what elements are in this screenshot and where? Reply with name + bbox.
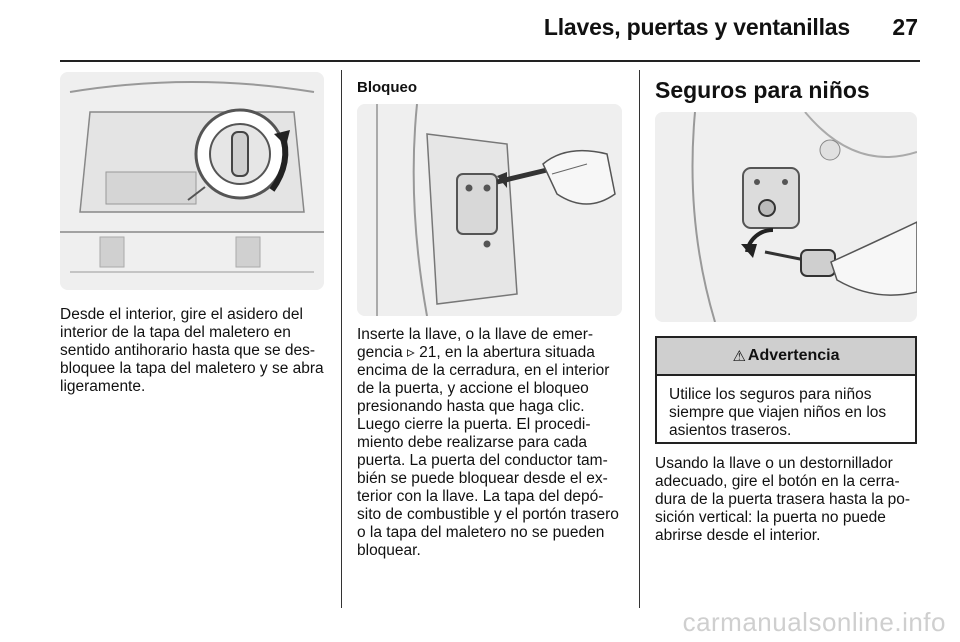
column-divider-left	[341, 70, 342, 608]
col2-paragraph-rest: 21, en la abertura situada encima de la cerradura, en el interior de la puerta, y accione el bloqueo presionando hasta que haga clic. Luego cierre la puerta. El procedi-miento debe realizarse para cada puerta. La puerta del conductor tam-bién se puede bloquear desde el ex-terior con la llave. La tapa del depó-sito de combustible y el portón trasero o la tapa del maletero no se pueden bloquear.	[357, 344, 619, 559]
col2-paragraph-start: Inserte la llave, o la llave de emer-gencia	[357, 326, 594, 361]
page-number: 27	[892, 14, 918, 40]
door-lock-drawing	[357, 104, 622, 316]
trunk-lid-handle-drawing	[60, 72, 324, 290]
bloqueo-heading: Bloqueo	[357, 79, 417, 96]
arrow-ref-icon: ▹	[406, 344, 415, 361]
watermark: carmanualsonline.info	[682, 607, 946, 637]
page-title: Llaves, puertas y ventanillas	[543, 14, 850, 40]
warning-icon: ⚠	[732, 348, 746, 365]
col1-paragraph: Desde el interior, gire el asidero del interior de la tapa del maletero en sentido antihorario hasta que se des-bloquee la tapa del maletero y se abra ligeramente.	[60, 306, 324, 395]
door-lock-illustration	[357, 104, 622, 316]
warning-title: Advertencia	[747, 347, 840, 364]
warning-header	[657, 338, 915, 376]
child-lock-drawing	[655, 112, 917, 322]
child-locks-heading: Seguros para niños	[655, 77, 870, 103]
col2-paragraph	[357, 326, 625, 560]
child-lock-illustration	[655, 112, 917, 322]
trunk-lid-handle-illustration	[60, 72, 324, 290]
column-divider-right	[639, 70, 640, 608]
col3-paragraph: Usando la llave o un destornillador adecuado, gire el botón en la cerra-dura de la puerta trasera hasta la po-sición vertical: la puerta no puede abrirse desde el interior.	[655, 455, 911, 544]
header-divider	[60, 60, 920, 62]
warning-text: Utilice los seguros para niños siempre que viajen niños en los asientos traseros.	[669, 386, 887, 439]
warning-box	[655, 336, 917, 444]
